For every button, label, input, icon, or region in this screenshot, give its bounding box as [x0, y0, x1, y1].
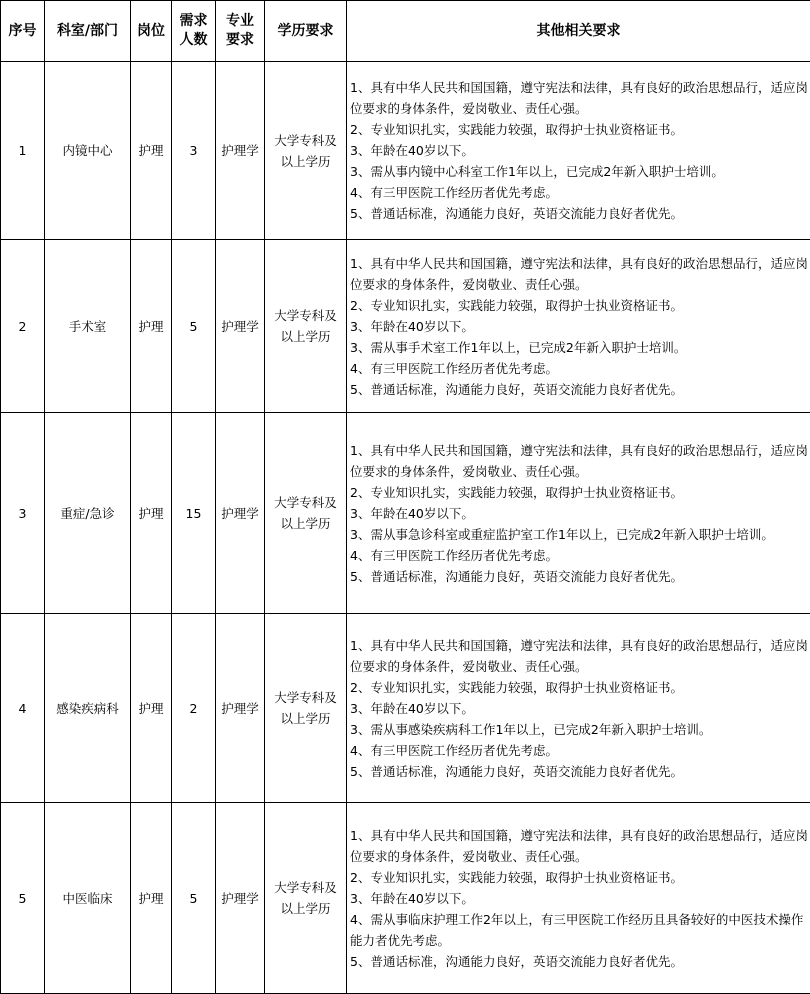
requirement-item: 3、年龄在40岁以下。: [350, 698, 808, 719]
cell-dept: 感染疾病科: [45, 614, 131, 803]
cell-post: 护理: [131, 803, 172, 994]
edu-line2: 以上学历: [280, 708, 330, 729]
edu-line1: 大学专科及: [274, 877, 337, 898]
table-row: [1, 614, 810, 803]
requirement-item: 4、有三甲医院工作经历者优先考虑。: [350, 358, 808, 379]
edu-line2: 以上学历: [280, 513, 330, 534]
requirement-item: 5、普通话标准，沟通能力良好，英语交流能力良好者优先。: [350, 951, 808, 972]
cell-dept: 手术室: [45, 240, 131, 413]
requirement-item: 3、需从事手术室工作1年以上，已完成2年新入职护士培训。: [350, 337, 808, 358]
requirement-item: 4、有三甲医院工作经历者优先考虑。: [350, 740, 808, 761]
cell-count: 15: [172, 413, 216, 614]
cell-no: 2: [1, 240, 45, 413]
table-row: [1, 62, 810, 240]
cell-post: 护理: [131, 62, 172, 240]
cell-no: 4: [1, 614, 45, 803]
cell-post: 护理: [131, 413, 172, 614]
requirement-item: 4、有三甲医院工作经历者优先考虑。: [350, 182, 808, 203]
cell-dept: 重症/急诊: [45, 413, 131, 614]
edu-line1: 大学专科及: [274, 687, 337, 708]
table-row: [1, 240, 810, 413]
cell-edu: [265, 803, 347, 994]
edu-line1: 大学专科及: [274, 492, 337, 513]
header-no: 序号: [1, 1, 45, 62]
requirement-item: 2、专业知识扎实，实践能力较强，取得护士执业资格证书。: [350, 677, 808, 698]
cell-count: 5: [172, 240, 216, 413]
header-major-line2: 要求: [216, 31, 264, 50]
requirement-item: 5、普通话标准，沟通能力良好，英语交流能力良好者优先。: [350, 203, 808, 224]
cell-major: 护理学: [216, 614, 265, 803]
requirement-item: 4、需从事临床护理工作2年以上，有三甲医院工作经历且具备较好的中医技术操作能力者优先考虑。: [350, 909, 808, 951]
cell-requirements: [347, 803, 810, 994]
header-count: [172, 1, 216, 62]
edu-line2: 以上学历: [280, 326, 330, 347]
requirement-item: 2、专业知识扎实，实践能力较强，取得护士执业资格证书。: [350, 295, 808, 316]
table-row: [1, 413, 810, 614]
requirement-item: 1、具有中华人民共和国国籍，遵守宪法和法律，具有良好的政治思想品行，适应岗位要求的身体条件，爱岗敬业、责任心强。: [350, 77, 808, 119]
requirement-item: 1、具有中华人民共和国国籍，遵守宪法和法律，具有良好的政治思想品行，适应岗位要求的身体条件，爱岗敬业、责任心强。: [350, 440, 808, 482]
requirement-item: 5、普通话标准，沟通能力良好，英语交流能力良好者优先。: [350, 566, 808, 587]
edu-line1: 大学专科及: [274, 305, 337, 326]
cell-post: 护理: [131, 240, 172, 413]
header-count-line1: 需求: [172, 12, 215, 31]
requirement-item: 3、需从事内镜中心科室工作1年以上，已完成2年新入职护士培训。: [350, 161, 808, 182]
cell-edu: [265, 240, 347, 413]
header-post: 岗位: [131, 1, 172, 62]
cell-no: 1: [1, 62, 45, 240]
requirement-item: 3、需从事急诊科室或重症监护室工作1年以上，已完成2年新入职护士培训。: [350, 524, 808, 545]
requirement-item: 2、专业知识扎实，实践能力较强，取得护士执业资格证书。: [350, 119, 808, 140]
cell-dept: 内镜中心: [45, 62, 131, 240]
requirement-item: 1、具有中华人民共和国国籍，遵守宪法和法律，具有良好的政治思想品行，适应岗位要求的身体条件，爱岗敬业、责任心强。: [350, 825, 808, 867]
requirement-item: 3、年龄在40岁以下。: [350, 316, 808, 337]
requirement-item: 4、有三甲医院工作经历者优先考虑。: [350, 545, 808, 566]
cell-count: 3: [172, 62, 216, 240]
requirement-item: 3、年龄在40岁以下。: [350, 140, 808, 161]
cell-major: 护理学: [216, 62, 265, 240]
edu-line2: 以上学历: [280, 151, 330, 172]
header-dept: 科室/部门: [45, 1, 131, 62]
header-other: 其他相关要求: [347, 1, 810, 62]
cell-requirements: [347, 240, 810, 413]
cell-major: 护理学: [216, 413, 265, 614]
requirement-item: 5、普通话标准，沟通能力良好，英语交流能力良好者优先。: [350, 761, 808, 782]
requirement-item: 3、年龄在40岁以下。: [350, 888, 808, 909]
header-row: [1, 1, 810, 62]
requirement-item: 1、具有中华人民共和国国籍，遵守宪法和法律，具有良好的政治思想品行，适应岗位要求的身体条件，爱岗敬业、责任心强。: [350, 253, 808, 295]
header-edu: 学历要求: [265, 1, 347, 62]
edu-line2: 以上学历: [280, 898, 330, 919]
edu-line1: 大学专科及: [274, 130, 337, 151]
requirement-item: 3、年龄在40岁以下。: [350, 503, 808, 524]
cell-post: 护理: [131, 614, 172, 803]
header-major: [216, 1, 265, 62]
requirement-item: 2、专业知识扎实，实践能力较强，取得护士执业资格证书。: [350, 482, 808, 503]
requirement-item: 1、具有中华人民共和国国籍，遵守宪法和法律，具有良好的政治思想品行，适应岗位要求的身体条件，爱岗敬业、责任心强。: [350, 635, 808, 677]
requirement-item: 3、需从事感染疾病科工作1年以上，已完成2年新入职护士培训。: [350, 719, 808, 740]
header-major-line1: 专业: [216, 12, 264, 31]
cell-major: 护理学: [216, 240, 265, 413]
cell-requirements: [347, 614, 810, 803]
requirement-item: 2、专业知识扎实，实践能力较强，取得护士执业资格证书。: [350, 867, 808, 888]
cell-requirements: [347, 413, 810, 614]
cell-no: 3: [1, 413, 45, 614]
cell-edu: [265, 413, 347, 614]
table-row: [1, 803, 810, 994]
cell-no: 5: [1, 803, 45, 994]
cell-dept: 中医临床: [45, 803, 131, 994]
header-count-line2: 人数: [172, 31, 215, 50]
cell-count: 2: [172, 614, 216, 803]
cell-edu: [265, 62, 347, 240]
cell-major: 护理学: [216, 803, 265, 994]
cell-count: 5: [172, 803, 216, 994]
requirement-item: 5、普通话标准，沟通能力良好，英语交流能力良好者优先。: [350, 379, 808, 400]
cell-edu: [265, 614, 347, 803]
cell-requirements: [347, 62, 810, 240]
